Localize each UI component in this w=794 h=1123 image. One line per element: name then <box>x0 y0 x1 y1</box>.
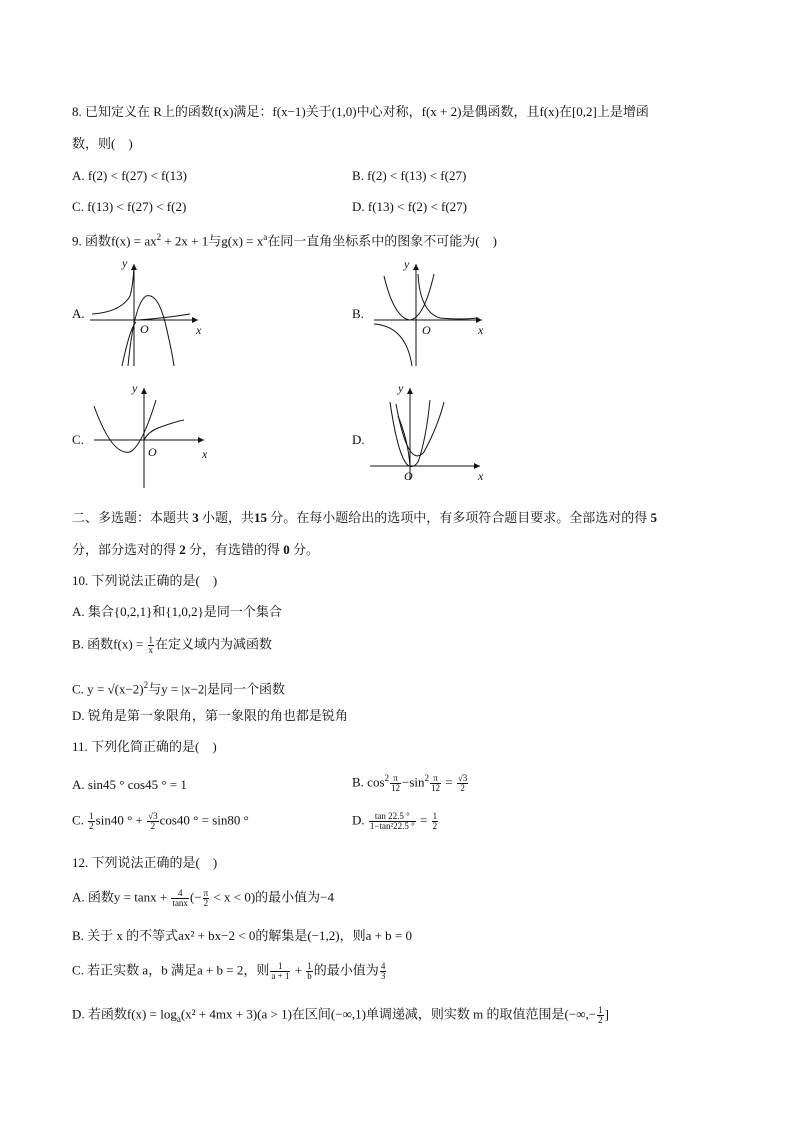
q9a-y-label: y <box>122 256 128 270</box>
q9c-y-label: y <box>132 381 138 395</box>
q8-option-a: A. f(2) < f(27) < f(13) <box>72 168 188 183</box>
q9-graph-d <box>368 380 488 486</box>
q8-option-c: C. f(13) < f(27) < f(2) <box>72 199 187 214</box>
q12-option-c: C. 若正实数 a，b 满足a + b = 2，则 $\frac{1}{a + 1}$ + $\frac{1}{b}$ 的最小值为 $\frac{4}{3}$ <box>72 961 386 981</box>
q9d-x-label: x <box>478 469 484 483</box>
q9a-x-label: x <box>196 323 202 337</box>
q9-label-d: D. <box>352 432 365 447</box>
section2-line1: 二、多选题：本题共 3 小题，共15 分。在每小题给出的选项中，有多项符合题目要求。全部选对的得 5 <box>72 510 658 525</box>
q10-stem: 10. 下列说法正确的是( ) <box>72 573 218 588</box>
q8-option-b: B. f(2) < f(13) < f(27) <box>352 168 467 183</box>
q11-option-c: C. $\frac{1}{2}$ sin40 ° + $\frac{√3}{2}$ cos40 ° = sin80 ° <box>72 811 249 831</box>
q9-stem: 9. 函数$f(x) = ax^2 + 2x + 1$与$g(x) = x^a$在同一直角坐标系中的图象不可能为( ) <box>72 232 497 249</box>
q12-stem: 12. 下列说法正确的是( ) <box>72 855 218 870</box>
q11-stem: 11. 下列化简正确的是( ) <box>72 739 217 754</box>
q9c-x-label: x <box>202 447 208 461</box>
q9-graph-c <box>88 380 218 490</box>
q9-label-c: C. <box>72 432 84 447</box>
q9b-y-label: y <box>404 257 410 271</box>
q11-option-a: A. sin45 ° cos45 ° = 1 <box>72 777 187 792</box>
q11-option-b: B. $\cos^2$ $\frac{\pi}{12}$ $-\sin^2$ $\frac{\pi}{12}$ = $\frac{√3}{2}$ <box>352 772 468 793</box>
q9-label-a: A. <box>72 306 85 321</box>
q9b-x-label: x <box>478 323 484 337</box>
q9d-origin-label: O <box>404 469 413 483</box>
q9d-y-label: y <box>398 381 404 395</box>
q11-option-d: D. $\frac{\tan 22.5 ^\circ}{\text{1−tan²22.5 °}}$ = $\frac{1}{2}$ <box>352 811 438 831</box>
q9a-origin-label: O <box>140 322 149 336</box>
q12-option-a: A. 函数y = tanx + $\frac{4}{\tan x}$ (− $\frac{\pi}{2}$ < x < 0)的最小值为−4 <box>72 888 334 908</box>
q10-option-c: C. $y = √(x-2)^2$与y = |x−2|是同一个函数 <box>72 680 286 697</box>
q10-option-b: B. 函数f(x) = $\frac{1}{x}$ 在定义域内为减函数 <box>72 635 273 655</box>
q9-label-b: B. <box>352 306 364 321</box>
q9-graph-a <box>86 256 216 368</box>
q8-option-d: D. f(13) < f(2) < f(27) <box>352 199 468 214</box>
q12-option-d: D. 若函数$f(x) = \log_a(x^2 + 4mx + 3)(a > 1)$在区间(−∞,1)单调递减，则实数 m 的取值范围是(−∞,− $\frac{1}{2}$ ] <box>72 1005 609 1025</box>
q9-graph-b <box>370 256 490 368</box>
q10-option-d: D. 锐角是第一象限角，第一象限的角也都是锐角 <box>72 708 348 723</box>
q9c-origin-label: O <box>148 445 157 459</box>
q10-option-a: A. 集合{0,2,1}和{1,0,2}是同一个集合 <box>72 604 282 619</box>
q8-stem-line1: 8. 已知定义在 R上的函数f(x)满足：f(x−1)关于(1,0)中心对称，f(x + 2)是偶函数，且f(x)在[0,2]上是增函 <box>72 104 649 119</box>
section2-line2: 分，部分选对的得 2 分，有选错的得 0 分。 <box>72 542 320 557</box>
q12-option-b: B. 关于 x 的不等式ax² + bx−2 < 0的解集是(−1,2)，则a + b = 0 <box>72 928 413 943</box>
q8-stem-line2: 数，则( ) <box>72 136 133 151</box>
q9b-origin-label: O <box>422 323 431 337</box>
